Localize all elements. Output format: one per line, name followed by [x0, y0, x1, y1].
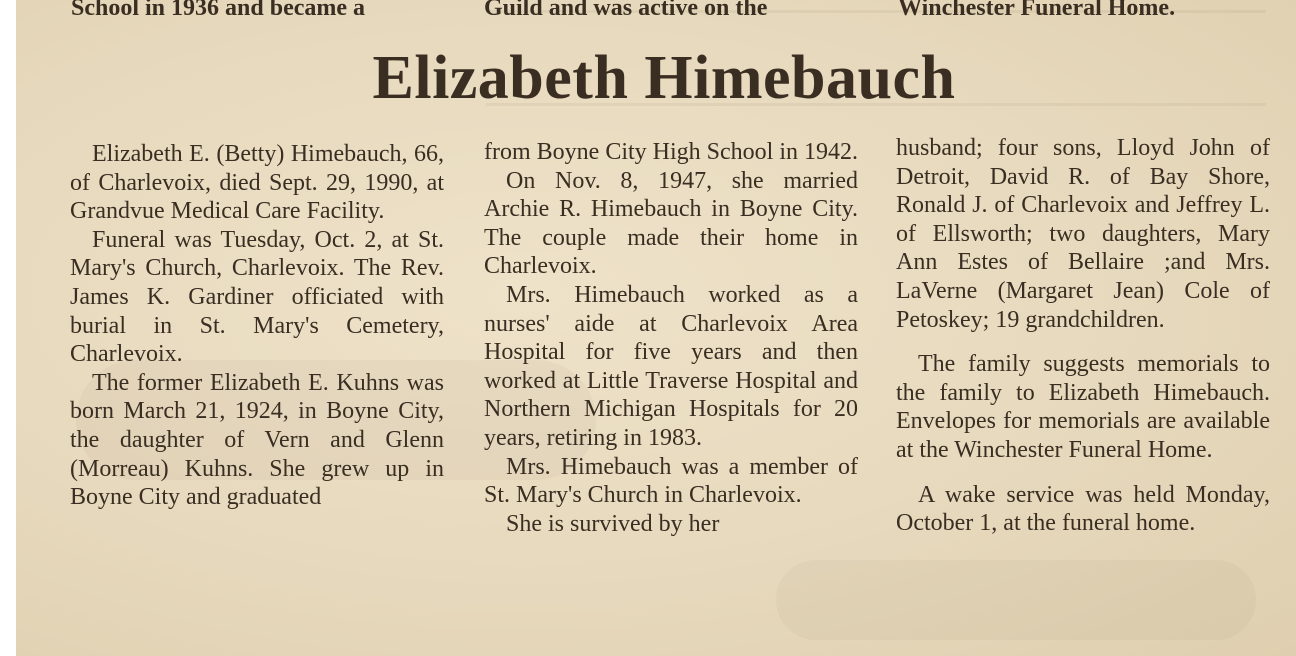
reverse-side-bleed-shape: [776, 560, 1256, 640]
paragraph-church-membership: Mrs. Himebauch was a member of St. Mary's Church in Charlevoix.: [484, 453, 858, 509]
paragraph-funeral: Funeral was Tuesday, Oct. 2, at St. Mary's Church, Charlevoix. The Rev. James K. Gardiner officiated with burial in St. Mary's Cemetery, Charlevoix.: [70, 226, 444, 368]
paragraph-survived-by: She is survived by her: [506, 510, 720, 537]
previous-article-tail-col1: School in 1936 and became a: [71, 0, 366, 21]
paragraph-career: Mrs. Himebauch worked as a nurses' aide at Charlevoix Area Hospital for five years and then worked at Little Traverse Hospital and Northern Michigan Hospitals for 20 years, retiring in 1983.: [484, 281, 858, 451]
paragraph-survivors: husband; four sons, Lloyd John of Detroit, David R. of Bay Shore, Ronald J. of Charlevoix and Jeffrey L. of Ellsworth; two daughters, Mary Ann Estes of Bellaire ;and Mrs. LaVerne (Margaret Jean) Cole of Petoskey; 19 grandchildren.: [896, 135, 1270, 333]
column-2: [484, 138, 858, 538]
paragraph-marriage: On Nov. 8, 1947, she married Archie R. Himebauch in Boyne City. The couple made their home in Charlevoix.: [484, 167, 858, 280]
paragraph-memorials: The family suggests memorials to the family to Elizabeth Himebauch. Envelopes for memorials are available at the Winchester Funeral Home.: [896, 351, 1270, 463]
previous-article-tail-col3: Winchester Funeral Home.: [898, 0, 1176, 21]
column-1: [70, 140, 444, 512]
previous-article-tail-col2: Guild and was active on the: [484, 0, 768, 21]
newspaper-clipping: [16, 0, 1296, 656]
column-3: [896, 134, 1270, 538]
paragraph-birth: The former Elizabeth E. Kuhns was born March 21, 1924, in Boyne City, the daughter of Vern and Glenn (Morreau) Kuhns. She grew up in Boyne City and graduated: [70, 369, 444, 511]
paragraph-death-notice: Elizabeth E. (Betty) Himebauch, 66, of Charlevoix, died Sept. 29, 1990, at Grandvue Medical Care Facility.: [70, 141, 444, 225]
paragraph-wake-service: A wake service was held Monday, October 1, at the funeral home.: [896, 481, 1270, 537]
paragraph-graduation: from Boyne City High School in 1942.: [484, 139, 858, 165]
obituary-headline: Elizabeth Himebauch: [372, 44, 956, 112]
